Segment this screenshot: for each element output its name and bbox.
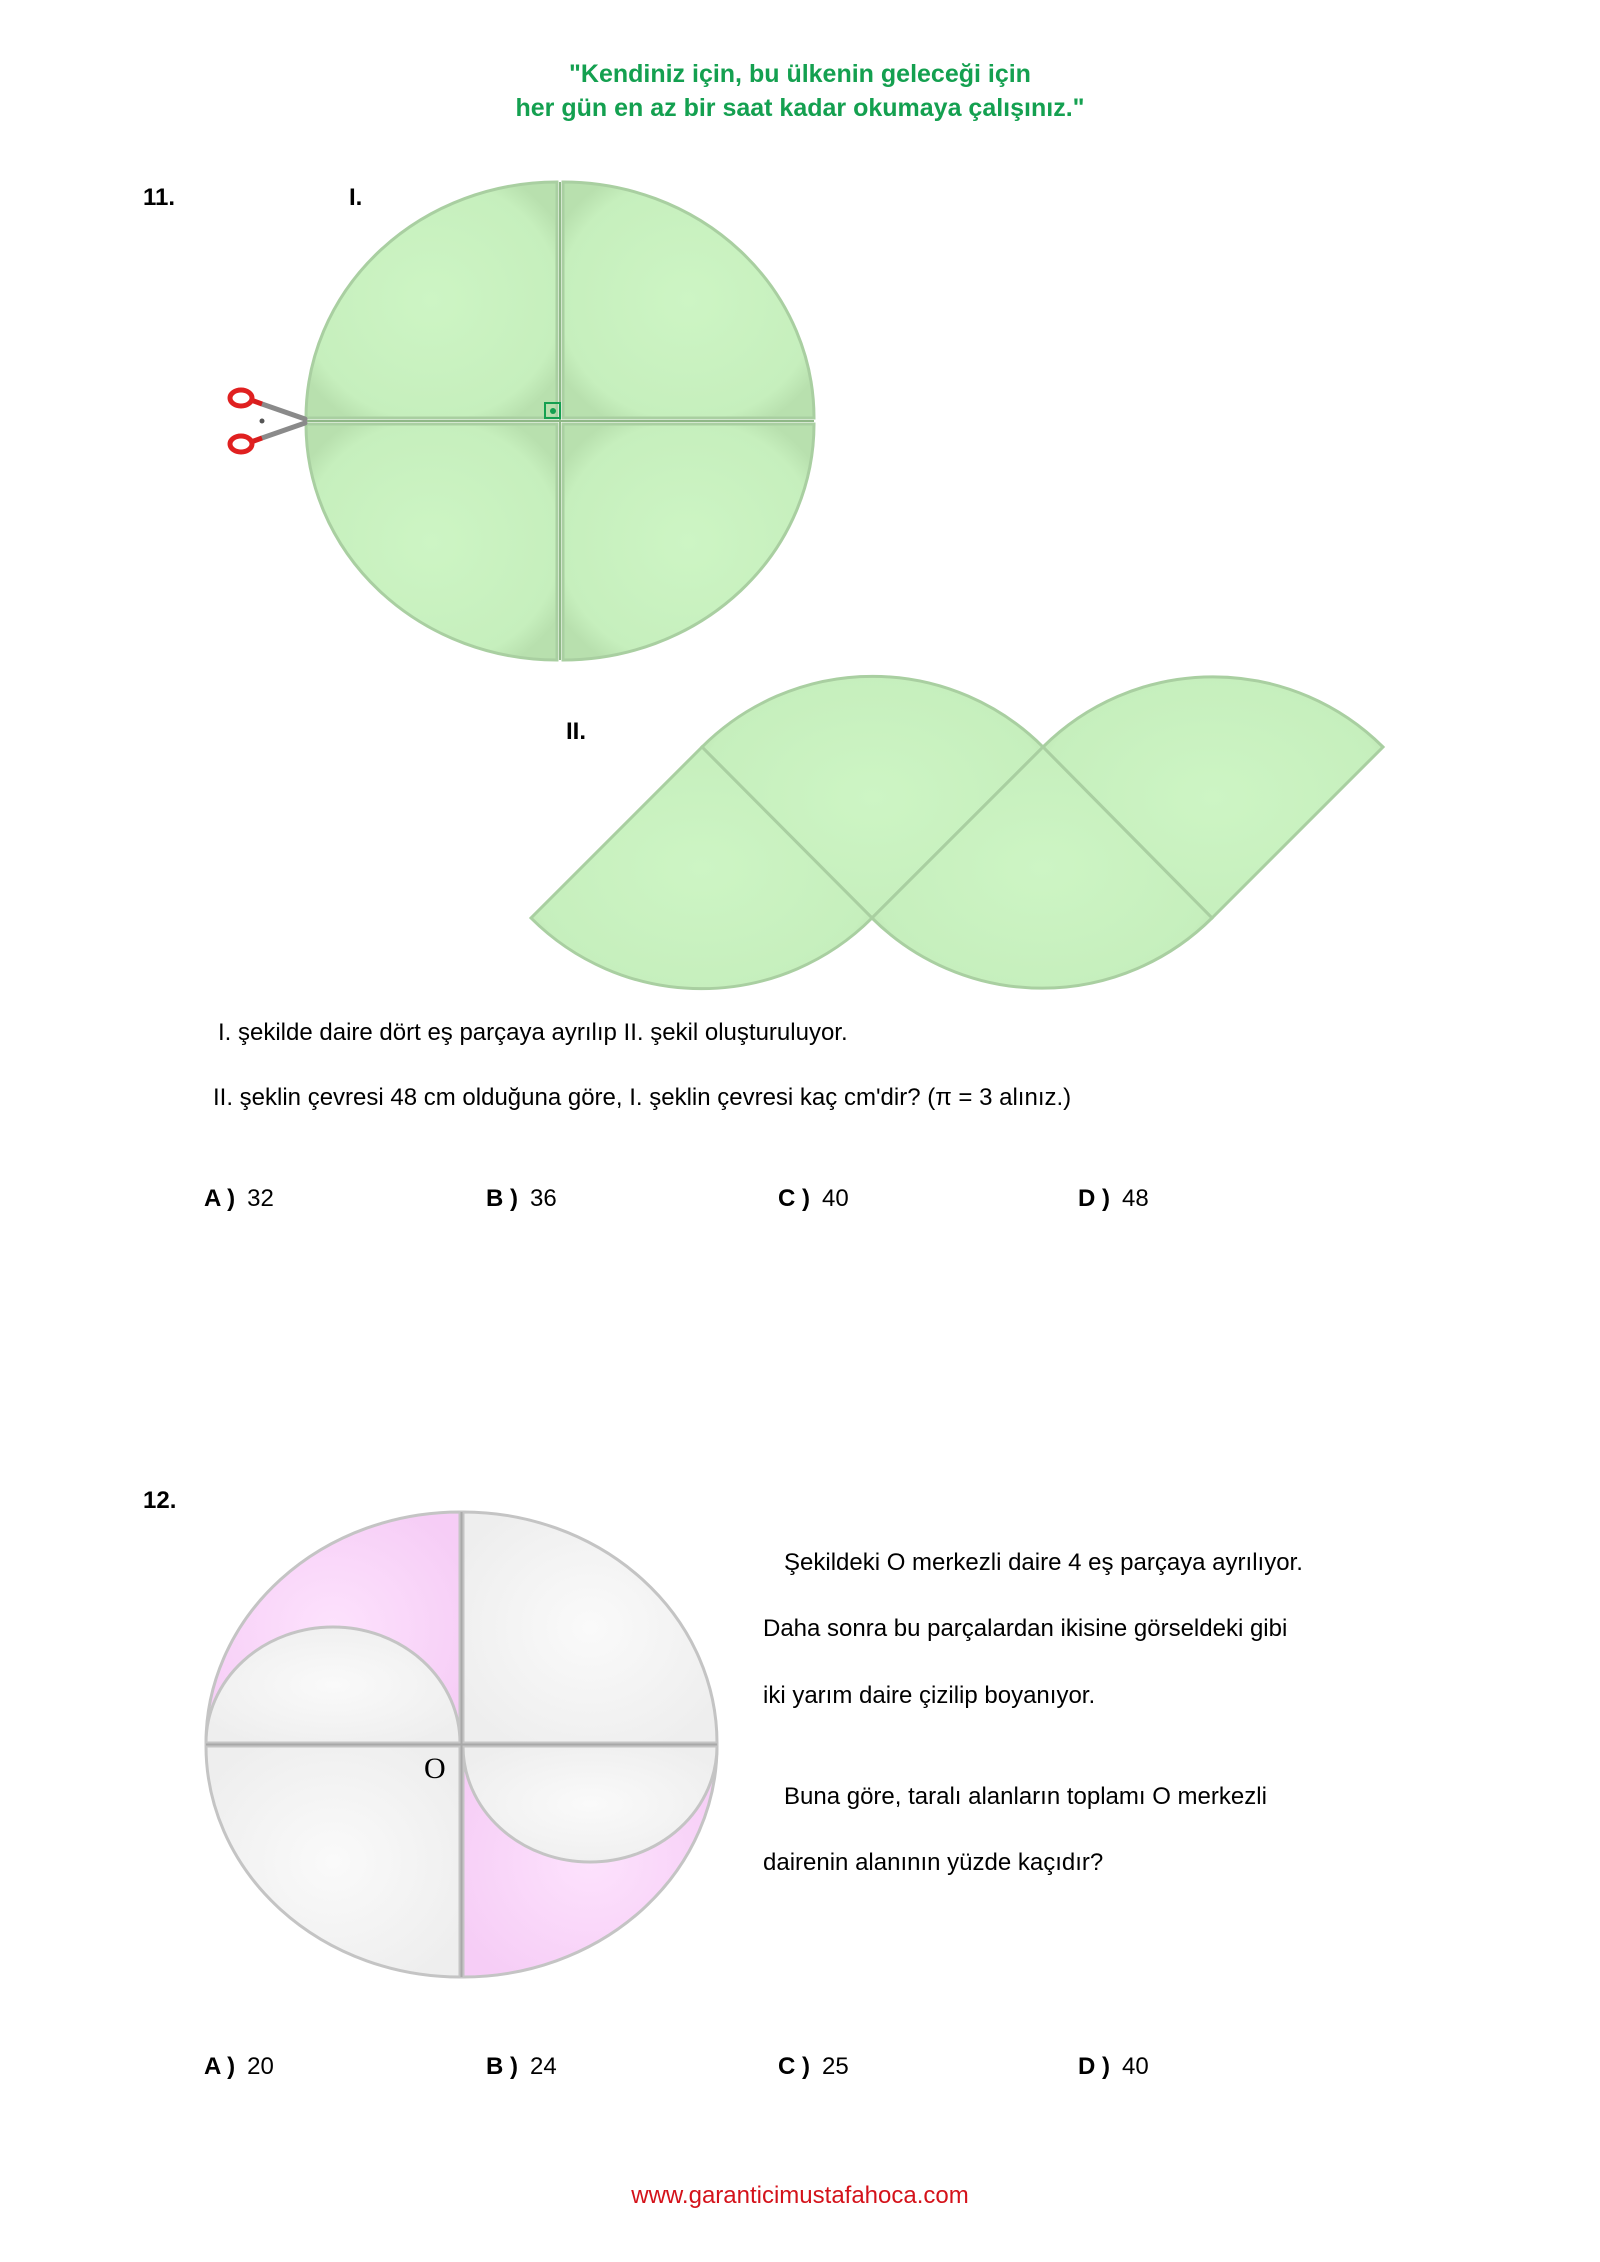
question-12-text-line-3: iki yarım daire çizilip boyanıyor. [763, 1682, 1096, 1709]
option-letter: D ) [1078, 2053, 1110, 2080]
question-12-text-line-5: dairenin alanının yüzde kaçıdır? [763, 1849, 1104, 1876]
option-letter: B ) [486, 2053, 518, 2080]
question-11-text-line-2: II. şeklin çevresi 48 cm olduğuna göre, I. şeklin çevresi kaç cm'dir? (π = 3 alınız.) [213, 1084, 1072, 1111]
option-value: 36 [530, 1185, 557, 1212]
question-12-option-d[interactable] [1078, 2053, 1149, 2081]
option-letter: A ) [204, 1185, 236, 1212]
header-quote-line-2: her gün en az bir saat kadar okumaya çalışınız." [515, 94, 1085, 122]
option-letter: C ) [778, 1185, 810, 1212]
option-letter: A ) [204, 2053, 236, 2080]
question-12-number: 12. [143, 1487, 177, 1514]
option-value: 24 [530, 2053, 557, 2080]
center-label-o: O [424, 1752, 446, 1785]
footer-url[interactable]: www.garanticimustafahoca.com [631, 2182, 969, 2209]
question-11-text-line-1: I. şekilde daire dört eş parçaya ayrılıp II. şekil oluşturuluyor. [218, 1019, 848, 1046]
figure-1-label: I. [349, 184, 363, 211]
option-letter: D ) [1078, 1185, 1110, 1212]
option-value: 25 [822, 2053, 849, 2080]
question-12-text-line-2: Daha sonra bu parçalardan ikisine görseldeki gibi [763, 1615, 1288, 1642]
option-value: 48 [1122, 1185, 1149, 1212]
option-letter: C ) [778, 2053, 810, 2080]
question-12-option-c[interactable] [778, 2053, 849, 2081]
q12-quarter-bottom-left [206, 1746, 460, 1977]
question-12-text-line-1: Şekildeki O merkezli daire 4 eş parçaya ayrılıyor. [784, 1549, 1303, 1576]
option-value: 40 [1122, 2053, 1149, 2080]
question-11-number: 11. [143, 184, 176, 211]
header-quote-line-1: "Kendiniz için, bu ülkenin geleceği için [569, 60, 1031, 88]
option-value: 32 [247, 1185, 274, 1212]
q12-quarter-top-right [463, 1512, 717, 1743]
figure-2-label: II. [566, 718, 587, 745]
question-12-option-b[interactable] [486, 2053, 557, 2081]
question-12-option-a[interactable] [204, 2053, 274, 2081]
question-12-text-line-4: Buna göre, taralı alanların toplamı O merkezli [784, 1783, 1267, 1810]
option-value: 20 [247, 2053, 274, 2080]
option-letter: B ) [486, 1185, 518, 1212]
option-value: 40 [822, 1185, 849, 1212]
